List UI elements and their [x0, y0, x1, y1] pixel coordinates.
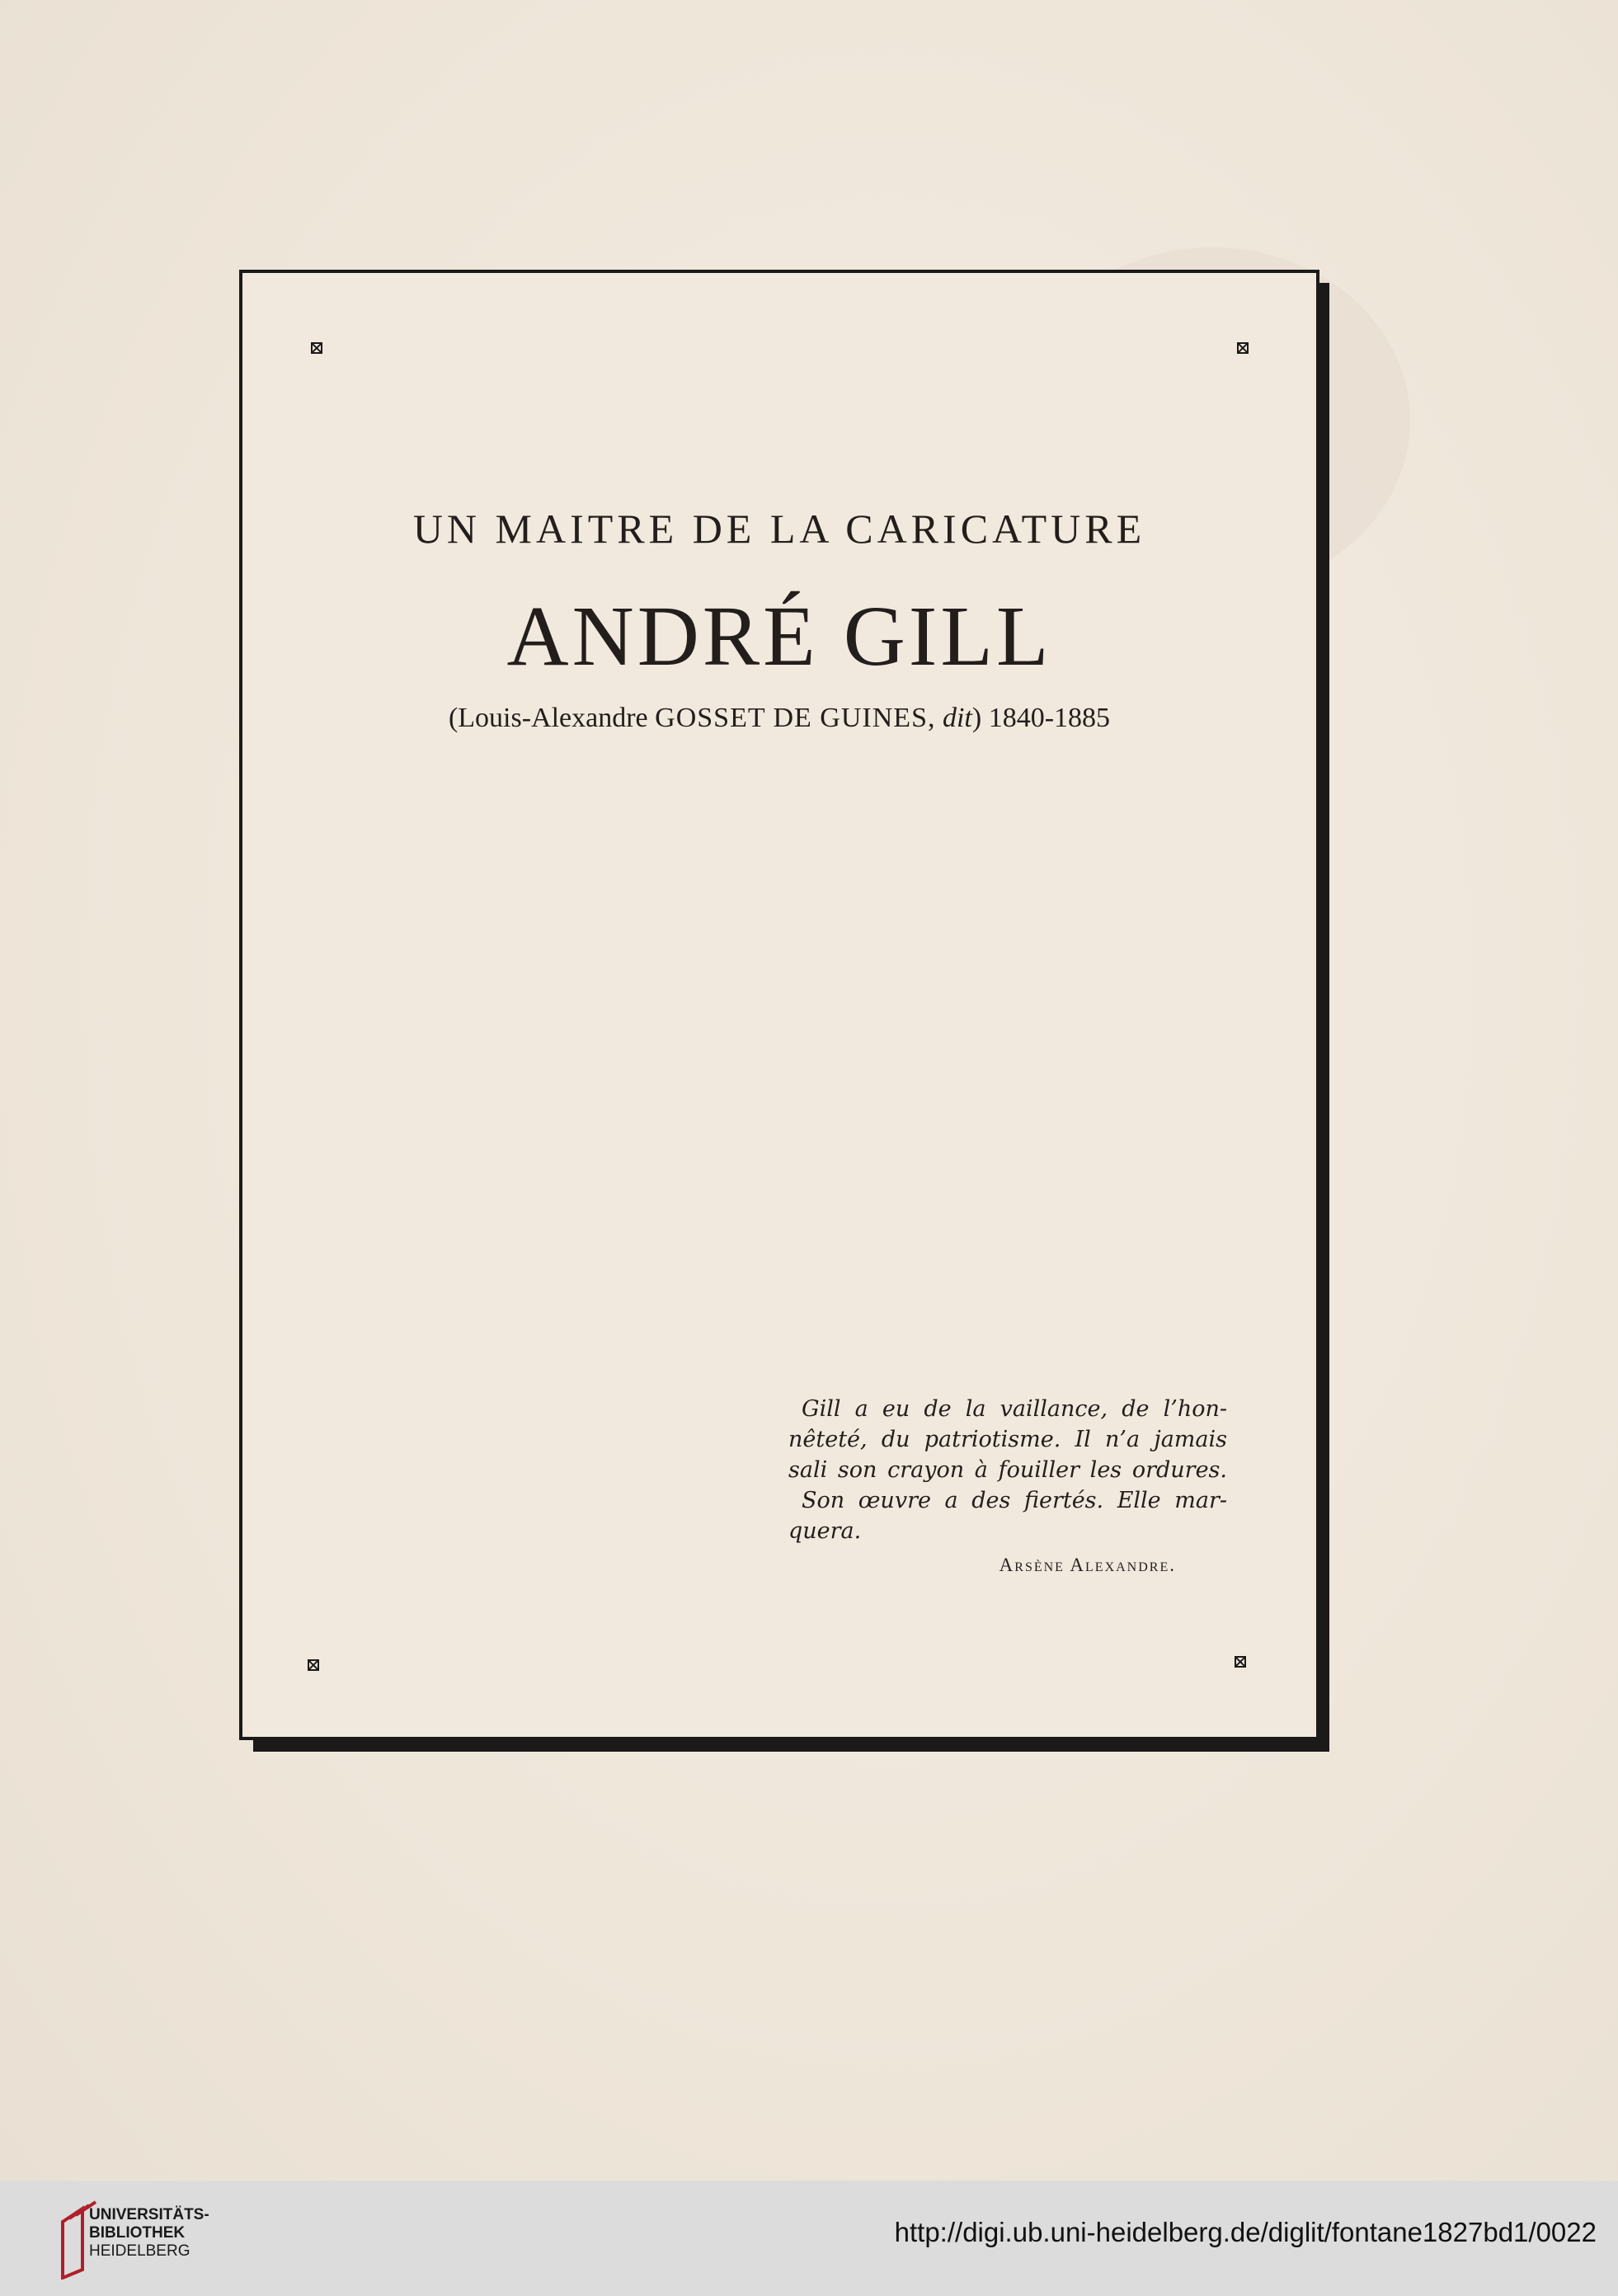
page-title: ANDRÉ GILL: [506, 589, 1052, 684]
subtitle-dit: dit: [942, 703, 972, 733]
corner-ornament-icon: [1235, 1656, 1246, 1668]
subtitle-surname: GOSSET DE GUINES,: [655, 703, 936, 733]
corner-ornament-icon: [308, 1659, 319, 1671]
quote-line: quera.: [788, 1518, 862, 1544]
quote-line: Son œuvre a des fiertés. Elle mar-: [802, 1488, 1227, 1513]
logo-line: UNIVERSITÄTS-: [89, 2206, 209, 2223]
page-subtitle: [239, 703, 1319, 734]
quote-line: nêteté, du patriotisme. Il n’a jamais: [788, 1427, 1227, 1452]
quote-line: Gill a eu de la vaillance, de l’hon-: [802, 1396, 1227, 1422]
quote-line: sali son crayon à fouiller les ordures.: [788, 1457, 1227, 1483]
epigraph-quote: [788, 1394, 1227, 1546]
quote-author: Arsène Alexandre.: [999, 1555, 1176, 1575]
page-supertitle: UN MAITRE DE LA CARICATURE: [412, 506, 1146, 552]
corner-ornament-icon: [1237, 342, 1249, 354]
subtitle-name: (Louis-Alexandre: [448, 703, 656, 733]
library-logo-text: [89, 2206, 209, 2261]
logo-line: HEIDELBERG: [89, 2242, 190, 2260]
permalink-url[interactable]: http://digi.ub.uni-heidelberg.de/diglit/fontane1827bd1/0022: [894, 2217, 1597, 2247]
logo-line: BIBLIOTHEK: [89, 2224, 186, 2242]
corner-ornament-icon: [311, 342, 322, 354]
subtitle-dates: ) 1840-1885: [971, 703, 1111, 733]
